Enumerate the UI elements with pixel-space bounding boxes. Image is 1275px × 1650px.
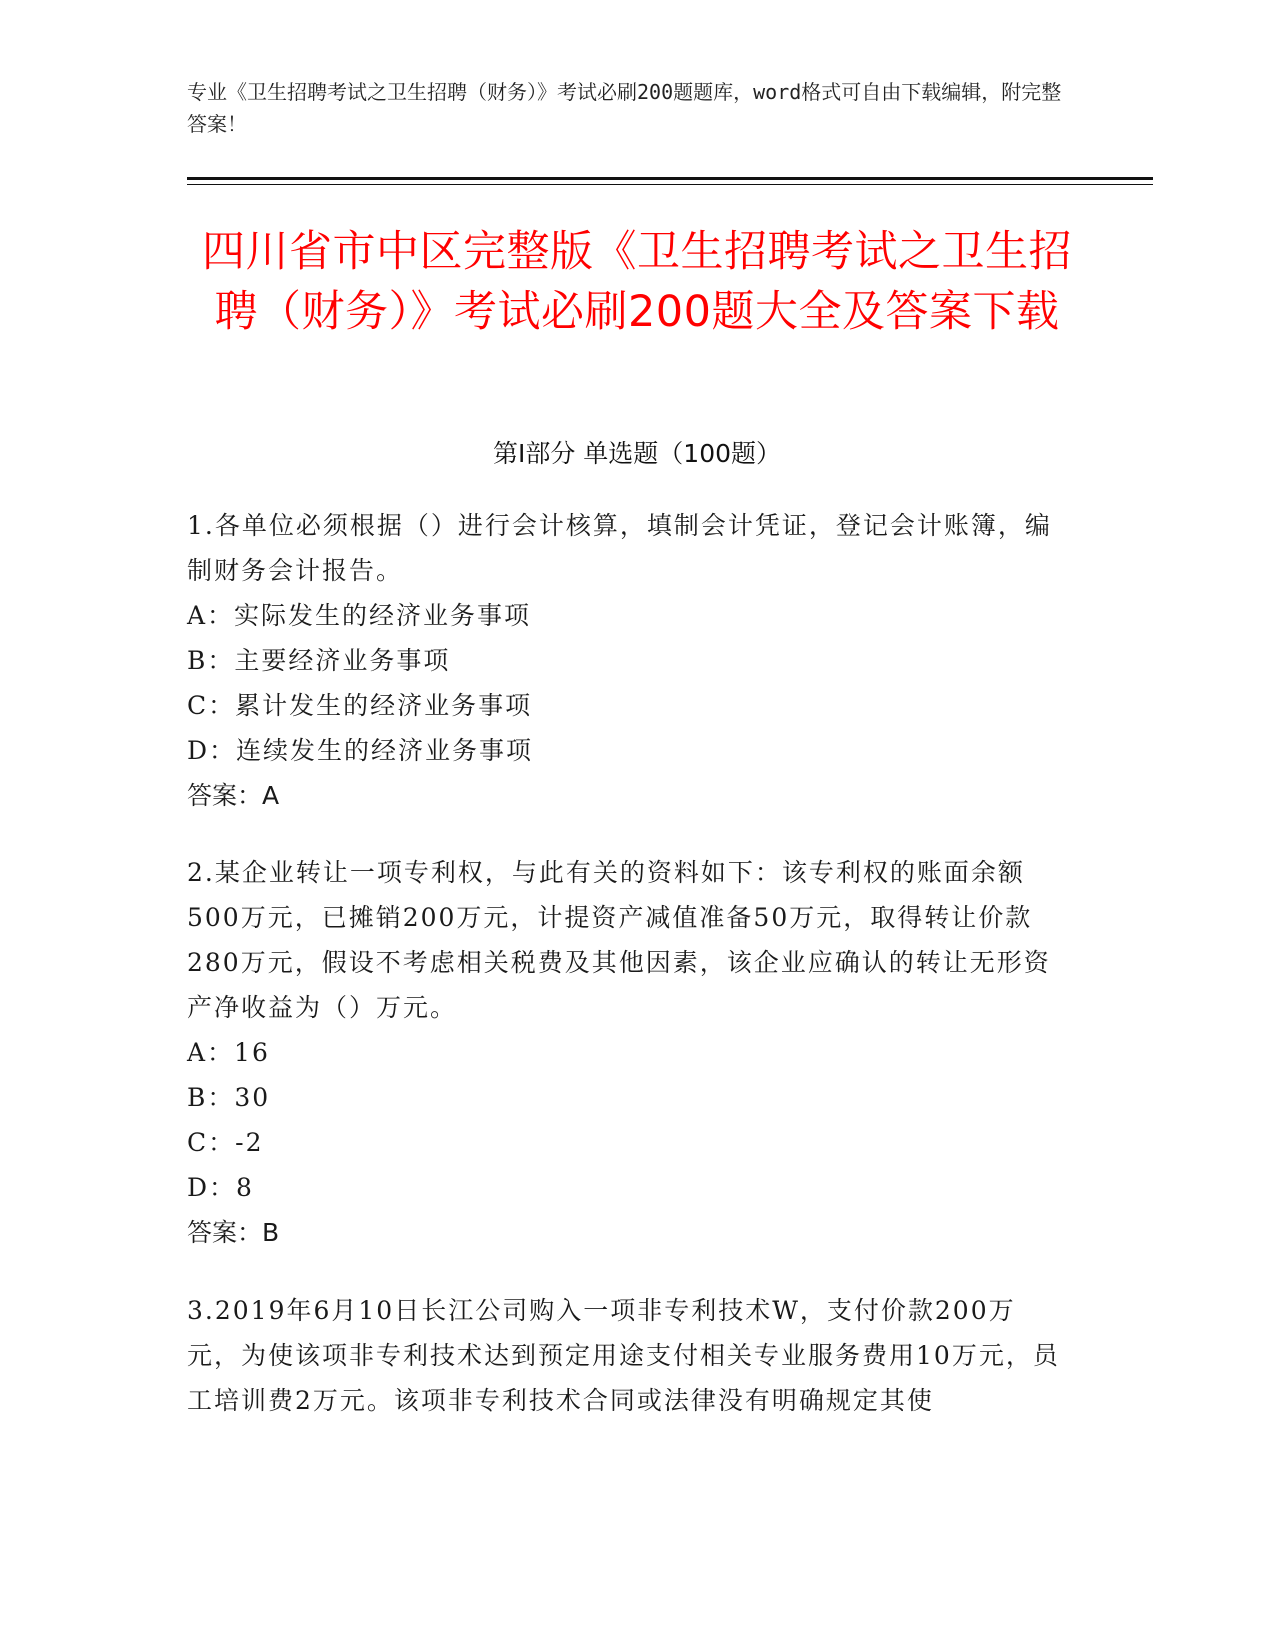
answer-line: 答案：B: [187, 1218, 280, 1247]
question-stem: 2.某企业转让一项专利权，与此有关的资料如下：该专利权的账面余额500万元，已摊销200万元，计提资产减值准备50万元，取得转让价款280万元，假设不考虑相关税费及其他因素，该企业应确认的转让无形资产净收益为（）万元。: [187, 858, 1051, 1022]
header-note: 专业《卫生招聘考试之卫生招聘（财务）》考试必刷200题题库，word格式可自由下载编辑，附完整答案！: [187, 80, 1062, 136]
section-heading: 第I部分 单选题（100题）: [492, 439, 782, 468]
question-3: [187, 1288, 1067, 1423]
document-title: 四川省市中区完整版《卫生招聘考试之卫生招聘（财务）》考试必刷200题大全及答案下载: [202, 227, 1072, 337]
option-b: B：主要经济业务事项: [187, 646, 451, 675]
question-stem: 3.2019年6月10日长江公司购入一项非专利技术W，支付价款200万元，为使该项非专利技术达到预定用途支付相关专业服务费用10万元，员工培训费2万元。该项非专利技术合同或法律没有明确规定其使: [187, 1296, 1060, 1415]
option-a: A：16: [187, 1038, 270, 1067]
header-divider-thin: [187, 184, 1153, 185]
question-2: [187, 850, 1067, 1255]
header-divider-thick: [187, 177, 1153, 180]
option-d: D：8: [187, 1173, 254, 1202]
option-d: D：连续发生的经济业务事项: [187, 736, 534, 765]
question-1: [187, 503, 1067, 818]
option-c: C：累计发生的经济业务事项: [187, 691, 533, 720]
option-a: A：实际发生的经济业务事项: [187, 601, 532, 630]
option-b: B：30: [187, 1083, 271, 1112]
option-c: C：-2: [187, 1128, 264, 1157]
answer-line: 答案：A: [187, 781, 280, 810]
question-stem: 1.各单位必须根据（）进行会计核算，填制会计凭证，登记会计账簿，编制财务会计报告。: [187, 511, 1052, 585]
